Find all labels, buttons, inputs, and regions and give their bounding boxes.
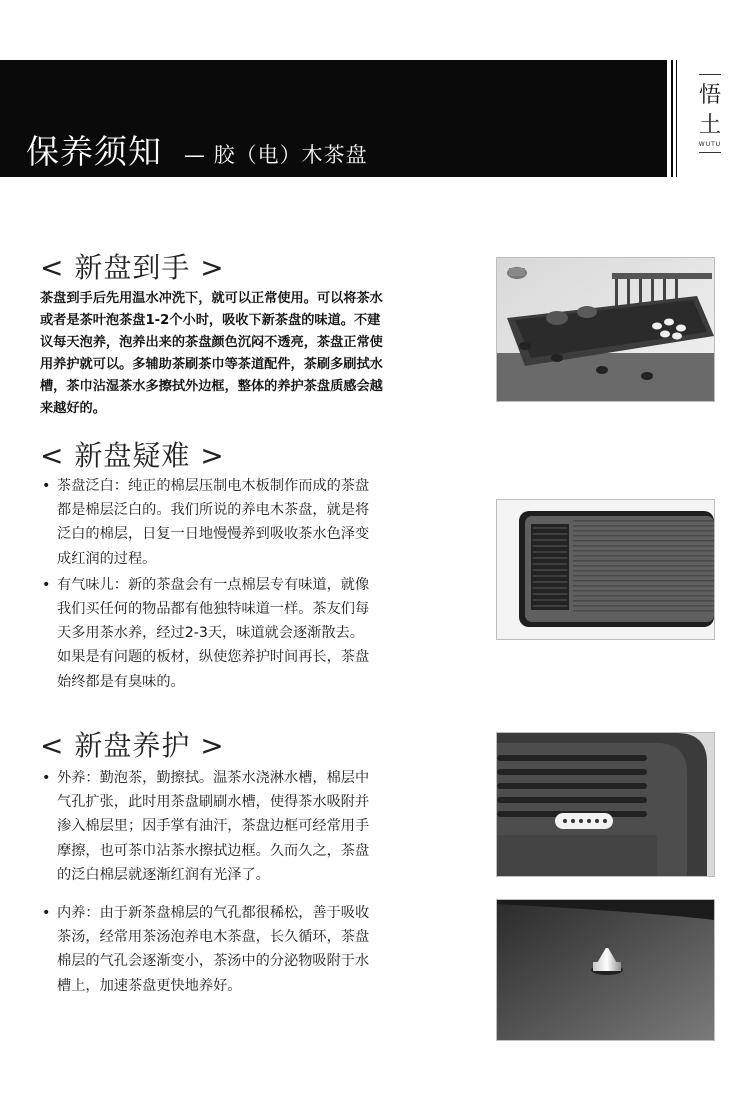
bullet-dot: • <box>42 576 51 593</box>
text-line: 摩擦，也可茶巾沾茶水擦拭边框。久而久之，茶盘 <box>57 842 370 859</box>
list-item <box>40 901 480 998</box>
text-line: 的泛白棉层就逐渐红润有光泽了。 <box>57 866 270 883</box>
text-line: 用养护就可以。多辅助茶刷茶巾等茶道配件，茶刷多刷拭水 <box>40 357 383 372</box>
text-line: 外养：勤泡茶，勤擦拭。温茶水浇淋水槽，棉层中 <box>57 770 370 786</box>
bullet-dot: • <box>42 770 51 786</box>
list-item <box>40 766 480 887</box>
bullet-dot: • <box>42 478 51 494</box>
text-line: 渗入棉层里；因手掌有油汗，茶盘边框可经常用手 <box>57 818 370 835</box>
text-line: 始终都是有臭味的。 <box>57 673 185 690</box>
text-line: 槽上，加速茶盘更快地养好。 <box>57 977 242 994</box>
text-line: 茶盘泛白：纯正的棉层压制电木板制作而成的茶盘 <box>57 478 370 494</box>
section-body-new-tray <box>40 288 480 420</box>
text-line: 有气味儿：新的茶盘会有一点棉层专有味道，就像 <box>57 576 370 593</box>
list-item <box>40 573 480 694</box>
text-line: 或者是茶叶泡茶盘1-2个小时，吸收下新茶盘的味道。不建 <box>40 313 381 328</box>
text-line: 天多用茶水养，经过2-3天，味道就会逐渐散去。 <box>57 625 364 642</box>
text-line: 我们买任何的物品都有他独特味道一样。茶友们每 <box>57 601 370 618</box>
text-line: 棉层的气孔会逐渐变小，茶汤中的分泌物吸附于水 <box>57 953 370 970</box>
tray-drain-plug-photo <box>496 899 715 1041</box>
tea-table-scene-photo <box>496 257 715 402</box>
text-line: 内养：由于新茶盘棉层的气孔都很稀松，善于吸收 <box>57 905 370 922</box>
text-line: 槽，茶巾沾湿茶水多擦拭外边框，整体的养护茶盘质感会越 <box>40 379 383 394</box>
header-band <box>0 60 667 177</box>
text-line: 来越好的。 <box>40 401 106 416</box>
section-heading-new-tray-issues: < 新盘疑难 > <box>40 439 225 472</box>
bullet-dot: • <box>42 905 51 922</box>
issues-list <box>40 474 480 694</box>
logo-rule-top <box>699 74 721 75</box>
brand-logo <box>690 62 730 174</box>
text-line: 议每天泡养，泡养出来的茶盘颜色沉闷不透亮，茶盘正常使 <box>40 335 383 350</box>
tray-top-view-photo <box>496 499 715 640</box>
logo-latin: WUTU <box>698 141 722 148</box>
text-line: 都是棉层泛白的。我们所说的养电木茶盘，就是将 <box>57 502 370 519</box>
header-divider-line <box>671 60 673 177</box>
logo-char-1: 悟 <box>698 83 721 108</box>
page-title: 保养须知 <box>26 132 162 171</box>
logo-char-2: 土 <box>698 113 721 138</box>
text-line: 气孔扩张，此时用茶盘刷刷水槽，使得茶水吸附并 <box>57 794 370 811</box>
header-divider-line-thin <box>676 60 677 177</box>
text-line: 茶汤，经常用茶汤泡养电木茶盘，长久循环，茶盘 <box>57 929 370 946</box>
section-heading-new-tray-care: < 新盘养护 > <box>40 729 225 762</box>
text-line: 成红润的过程。 <box>57 550 157 567</box>
page-subtitle: — 胶（电）木茶盘 <box>184 143 368 167</box>
care-list <box>40 766 480 998</box>
section-heading-new-tray: < 新盘到手 > <box>40 251 225 284</box>
list-item <box>40 474 480 571</box>
logo-rule-bottom <box>699 152 721 153</box>
text-line: 茶盘到手后先用温水冲洗下，就可以正常使用。可以将茶水 <box>40 291 383 306</box>
text-line: 如果是有问题的板材，纵使您养护时间再长，茶盘 <box>57 649 370 666</box>
text-line: 泛白的棉层，日复一日地慢慢养到吸收茶水色泽变 <box>57 526 370 543</box>
tray-groove-closeup-photo <box>496 732 715 877</box>
